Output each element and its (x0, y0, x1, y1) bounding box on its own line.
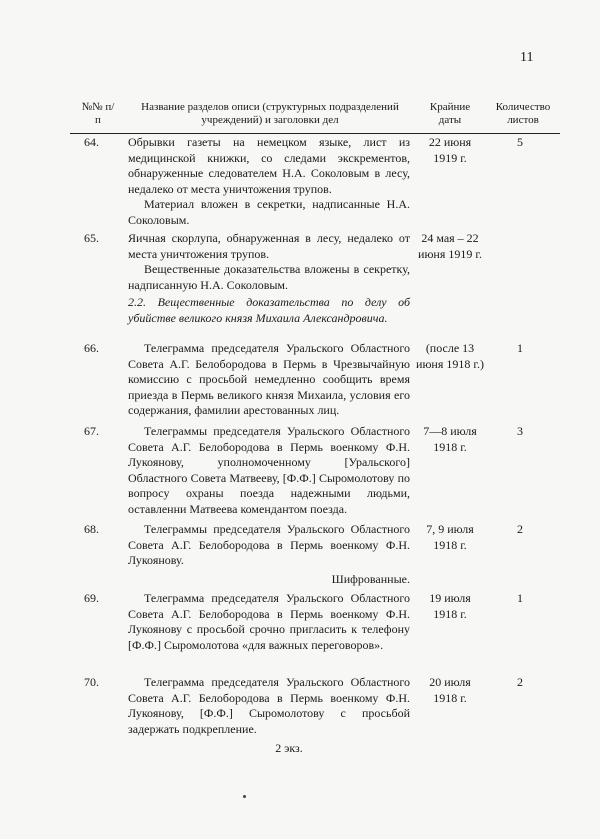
header-title: Название разделов описи (структурных подразделений учреждений) и заголовки дел (141, 101, 399, 126)
row-description-main: Обрывки газеты на немецком языке, лист из медицинской книжки, со следами экскрементов, обнаруженные следователем Н.А. Соколовым в лесу, недалеко от места уничтожения трупов. (128, 135, 410, 196)
row-number: 69. (84, 591, 99, 605)
row-description-main: Телеграмма председателя Уральского Областного Совета А.Г. Белобородова в Пермь в Чрезвычайную комиссию с просьбой немедленно сообщить время приезда в Пермь великого князя Михаила, условия его содержания, фамилии арестованных лиц. (128, 341, 410, 417)
row-description-main: Телеграмма председателя Уральского Областного Совета А.Г. Белобородова в Пермь военкому Ф.Н. Лукоянову с просьбой срочно пригласить к телефону [Ф.Ф.] Сыромолотова «для важных переговоров». (128, 591, 410, 652)
row-description (128, 135, 410, 228)
row-number: 67. (84, 424, 99, 438)
row-sheets: 1 (517, 591, 523, 605)
row-sheets: 2 (517, 675, 523, 689)
row-description-main: Телеграммы председателя Уральского Областного Совета А.Г. Белобородова в Пермь военкому Ф.Н. Лукоянову, уполномоченному [Уральского] Областного Совета Матвееву, [Ф.Ф.] Сыромолотову по вопросу охраны поезда надежными людьми, оставленни Матвеева комендантом поезда. (128, 424, 410, 516)
row-sheets: 2 (517, 522, 523, 536)
row-number: 70. (84, 675, 99, 689)
row-number: 65. (84, 231, 99, 245)
row-dates: 19 июля 1918 г. (429, 591, 471, 621)
row-description (128, 675, 410, 757)
row-description-main: Телеграммы председателя Уральского Областного Совета А.Г. Белобородова в Пермь военкому Ф.Н. Лукоянову. (128, 522, 410, 567)
row-description (128, 341, 410, 419)
header-dates: Крайние даты (429, 101, 471, 126)
row-description (128, 522, 410, 587)
row-description-note: 2 экз. (275, 741, 303, 755)
row-dates: 7, 9 июля 1918 г. (426, 522, 474, 552)
section-heading (128, 295, 410, 326)
row-description-note: Вещественные доказательства вложены в секретку, надписанную Н.А. Соколовым. (128, 262, 410, 292)
table-header (70, 97, 560, 134)
row-sheets: 5 (517, 135, 523, 149)
row-sheets: 1 (517, 341, 523, 355)
page-number: 11 (520, 50, 534, 65)
row-dates: 20 июля 1918 г. (429, 675, 471, 705)
row-description-note: Материал вложен в секретки, надписанные Н.А. Соколовым. (128, 197, 410, 227)
row-description-main: Телеграмма председателя Уральского Областного Совета А.Г. Белобородова в Пермь военкому Ф.Н. Лукоянову, [Ф.Ф.] Сыромолотову с просьбой задержать подкрепление. (128, 675, 410, 736)
header-sheets: Количество листов (495, 101, 551, 126)
row-description-main: Яичная скорлупа, обнаруженная в лесу, недалеко от места уничтожения трупов. (128, 231, 410, 261)
scan-dot-mark (243, 795, 246, 798)
row-description (128, 591, 410, 653)
row-description-note: Шифрованные. (331, 571, 410, 586)
row-description (128, 231, 410, 293)
row-number: 68. (84, 522, 99, 536)
row-dates: (после 13 июня 1918 г.) (416, 341, 484, 371)
row-dates: 24 мая – 22 июня 1919 г. (418, 231, 482, 261)
header-number: №№ п/п (81, 101, 115, 126)
row-number: 64. (84, 135, 99, 149)
row-description (128, 424, 410, 517)
section-heading-text: 2.2. Вещественные доказательства по делу об убийстве великого князя Михаила Александровича. (128, 295, 410, 325)
row-dates: 7—8 июля 1918 г. (423, 424, 477, 454)
row-dates: 22 июня 1919 г. (428, 135, 472, 165)
row-number: 66. (84, 341, 99, 355)
row-sheets: 3 (517, 424, 523, 438)
